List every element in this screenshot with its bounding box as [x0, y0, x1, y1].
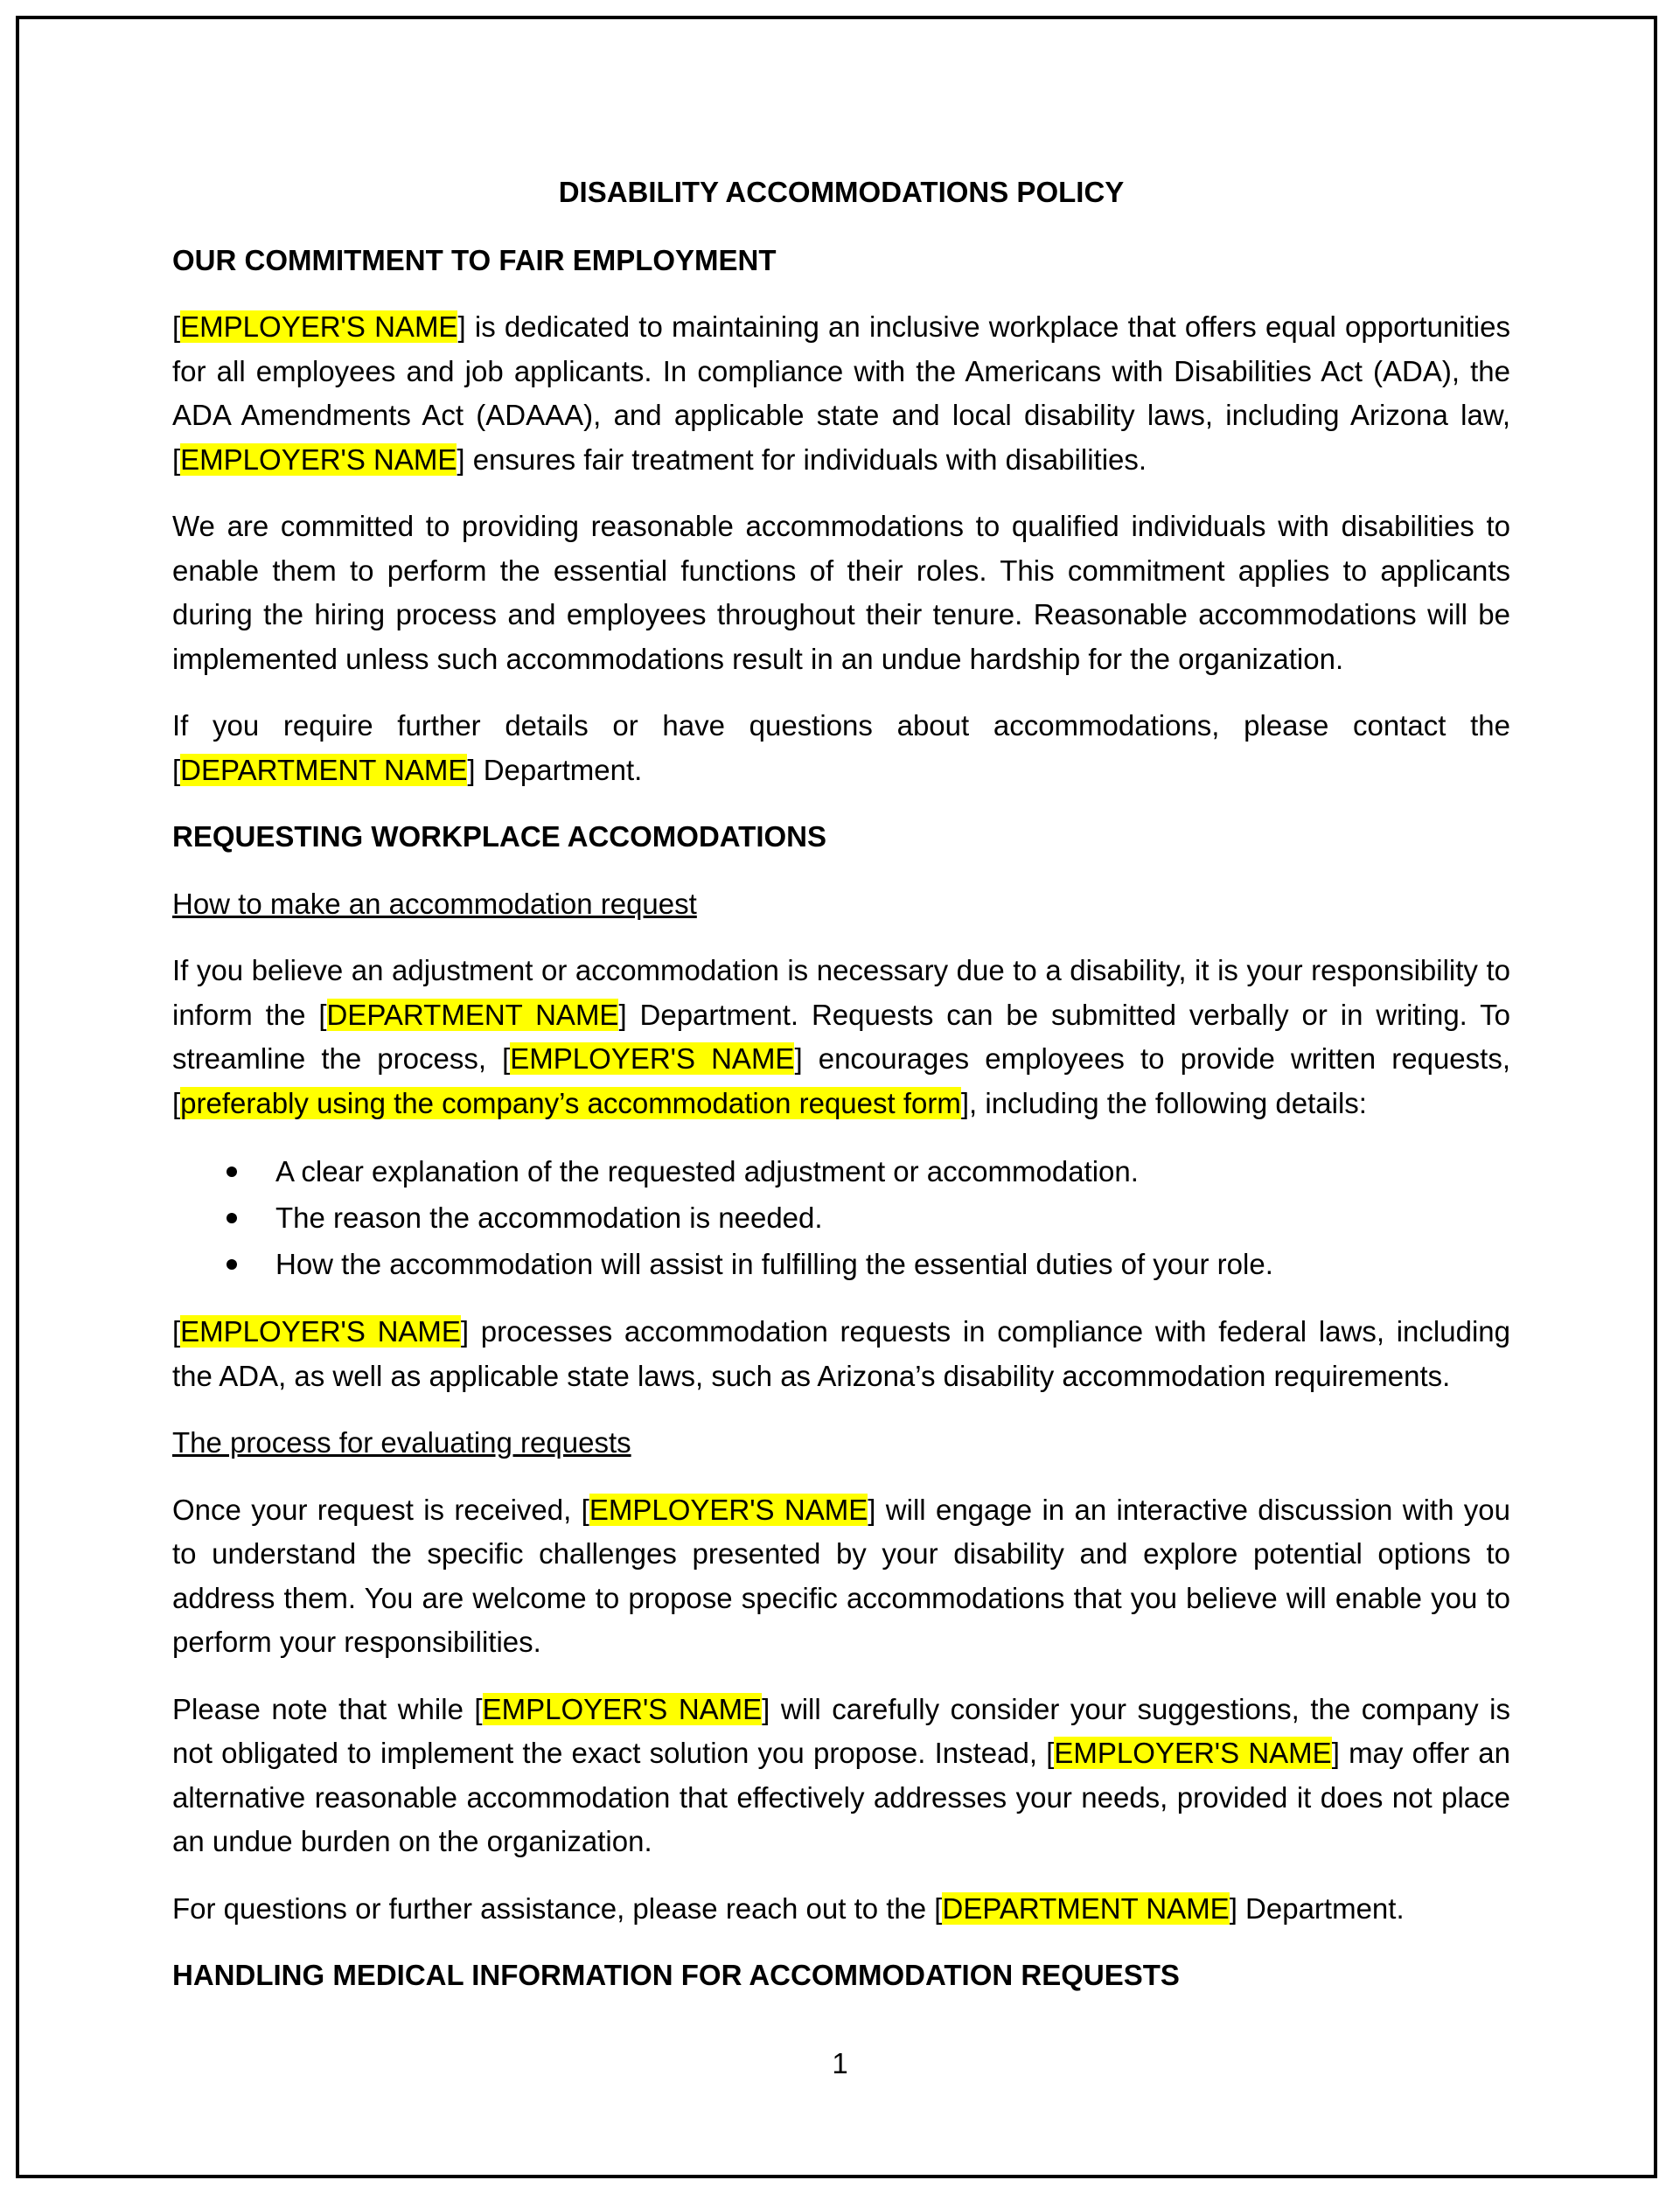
placeholder-employer-name: EMPLOYER'S NAME: [510, 1042, 795, 1075]
placeholder-department-name: DEPARTMENT NAME: [180, 753, 468, 786]
paragraph-evaluation-alternatives: Please note that while [EMPLOYER'S NAME] will carefully consider your suggestions, the company is not obligated to implement the exact solution you propose. Instead, [EMPLOYER'S NAME] may offer an alternative reasonable accommodation that effectively addresses your needs, provided it does not place an undue burden on the organization.: [172, 1692, 1510, 1857]
page-number: 1: [832, 2047, 848, 2079]
bullet-icon: [227, 1167, 237, 1177]
placeholder-department-name: DEPARTMENT NAME: [326, 998, 619, 1031]
list-item: The reason the accommodation is needed.: [172, 1195, 1510, 1241]
bullet-icon: [227, 1213, 237, 1223]
paragraph-request-compliance: [EMPLOYER'S NAME] processes accommodation requests in compliance with federal laws, including the ADA, as well as applicable state laws, such as Arizona’s disability accommodation requirements.: [172, 1315, 1510, 1392]
paragraph-evaluation-discussion: Once your request is received, [EMPLOYER'S NAME] will engage in an interactive discussion with you to understand the specific challenges presented by your disability and explore potential options to address them. You are welcome to propose specific accommodations that you believe will enable you to perform your responsibilities.: [172, 1493, 1510, 1658]
placeholder-request-form: preferably using the company’s accommodation request form: [180, 1086, 961, 1119]
subheading-evaluating-requests: The process for evaluating requests: [172, 1426, 631, 1459]
document-title: DISABILITY ACCOMMODATIONS POLICY: [558, 176, 1125, 208]
list-item: A clear explanation of the requested adjustment or accommodation.: [172, 1148, 1510, 1195]
list-item: How the accommodation will assist in fulfilling the essential duties of your role.: [172, 1241, 1510, 1287]
placeholder-employer-name: EMPLOYER'S NAME: [180, 1315, 461, 1348]
section-heading-requesting: REQUESTING WORKPLACE ACCOMODATIONS: [172, 820, 826, 853]
section-heading-medical-information: HANDLING MEDICAL INFORMATION FOR ACCOMMODATION REQUESTS: [172, 1959, 1180, 1991]
document-body: [172, 171, 1510, 2021]
paragraph-evaluation-contact: For questions or further assistance, please reach out to the [DEPARTMENT NAME] Department.: [172, 1891, 1405, 1925]
paragraph-request-instructions: If you believe an adjustment or accommodation is necessary due to a disability, it is your responsibility to inform the [DEPARTMENT NAME] Department. Requests can be submitted verbally or in writing. To streamline the process, [EMPLOYER'S NAME] encourages employees to provide written requests, [preferably using the company’s accommodation request form], including the following details:: [172, 954, 1510, 1119]
placeholder-employer-name: EMPLOYER'S NAME: [180, 310, 458, 343]
placeholder-employer-name: EMPLOYER'S NAME: [180, 442, 457, 476]
section-heading-commitment: OUR COMMITMENT TO FAIR EMPLOYMENT: [172, 243, 777, 276]
paragraph-commitment-intro: [EMPLOYER'S NAME] is dedicated to maintaining an inclusive workplace that offers equal opportunities for all employees and job applicants. In compliance with the Americans with Disabilities Act (ADA), the ADA Amendments Act (ADAAA), and applicable state and local disability laws, including Arizona law, [EMPLOYER'S NAME] ensures fair treatment for individuals with disabilities.: [172, 310, 1510, 476]
subheading-how-to-request: How to make an accommodation request: [172, 887, 697, 920]
placeholder-employer-name: EMPLOYER'S NAME: [589, 1493, 868, 1526]
placeholder-department-name: DEPARTMENT NAME: [942, 1891, 1230, 1925]
paragraph-commitment-accommodations: We are committed to providing reasonable accommodations to qualified individuals with disabilities to enable them to perform the essential functions of their roles. This commitment applies to applicants during the hiring process and employees throughout their tenure. Reasonable accommodations will be implemented unless such accommodations result in an undue hardship for the organization.: [172, 510, 1510, 675]
placeholder-employer-name: EMPLOYER'S NAME: [482, 1692, 763, 1725]
request-details-list: [172, 1148, 1510, 1287]
paragraph-commitment-contact: If you require further details or have questions about accommodations, please contact the [DEPARTMENT NAME] Department.: [172, 709, 1510, 786]
bullet-icon: [227, 1259, 237, 1270]
placeholder-employer-name: EMPLOYER'S NAME: [1054, 1737, 1332, 1769]
